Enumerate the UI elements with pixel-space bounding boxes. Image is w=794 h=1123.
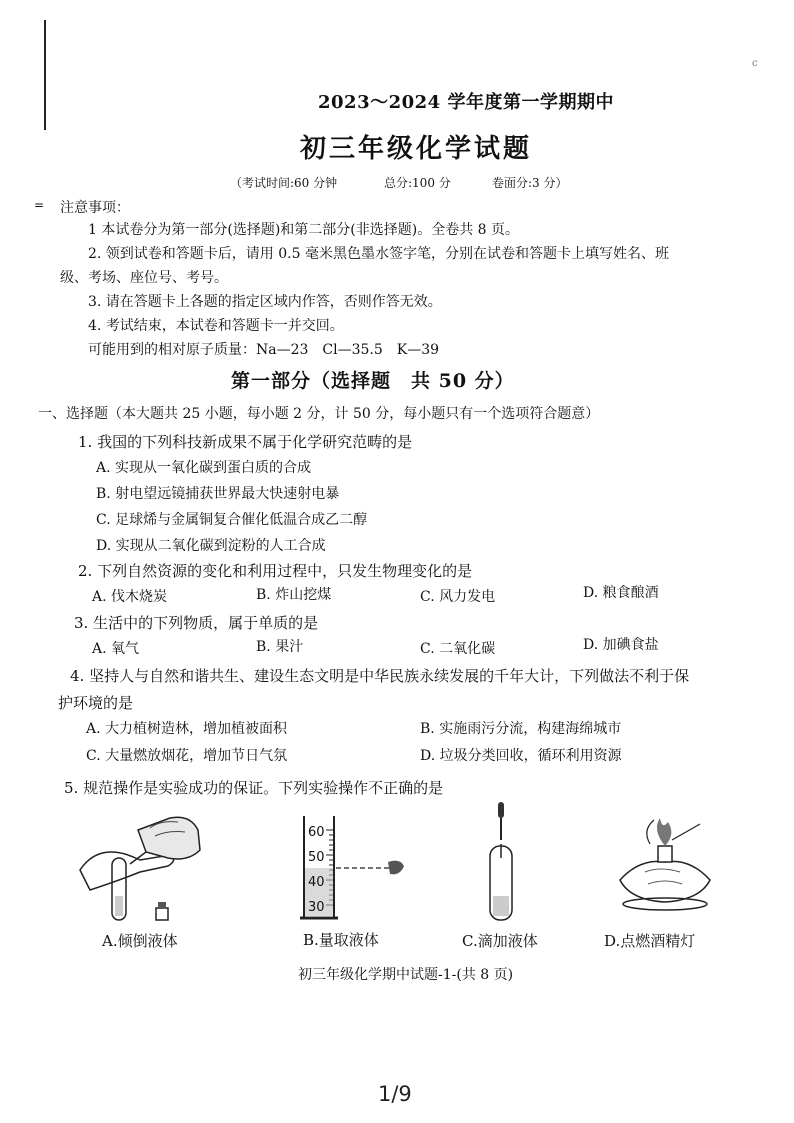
exam-year: 2023～2024 学年度第一学期期中 [318,92,614,113]
note-item: 1 本试卷分为第一部分(选择题)和第二部分(非选择题)。全卷共 8 页。 [88,222,520,238]
question-4-stem-continued: 护环境的是 [58,694,134,712]
note-item: 2. 领到试卷和答题卡后，请用 0.5 毫米黑色墨水签字笔，分别在试卷和答题卡上填写姓名、班 [88,246,669,262]
question-5-caption-a: A.倾倒液体 [102,932,178,950]
question-1-option-a: A. 实现从一氧化碳到蛋白质的合成 [96,460,312,476]
notes-label: 注意事项： [60,200,130,216]
question-4-stem: 4. 坚持人与自然和谐共生、建设生态文明是中华民族永续发展的千年大计，下列做法不利于保 [70,667,690,685]
pouring-liquid-illustration [80,817,200,920]
margin-binding-line [44,20,46,130]
exam-title: 初三年级化学试题 [300,134,533,164]
question-2-option-b: B. 炸山挖煤 [256,587,332,603]
measuring-cylinder-illustration [300,816,404,918]
cylinder-mark-50: 50 [308,850,325,865]
neatness-score: 卷面分:3 分） [492,176,568,190]
section-title: 第一部分（选择题 共 50 分） [231,370,515,392]
question-1-option-b: B. 射电望远镜捕获世界最大快速射电暴 [96,486,340,502]
exam-time: （考试时间:60 分钟 [230,176,338,190]
question-4-option-d: D. 垃圾分类回收，循环利用资源 [420,748,622,764]
dropper-illustration [490,802,512,920]
total-score: 总分:100 分 [384,176,451,190]
cylinder-mark-30: 30 [308,900,325,915]
question-5-stem: 5. 规范操作是实验成功的保证。下列实验操作不正确的是 [64,779,444,797]
corner-mark: c [752,58,758,69]
note-item: 级、考场、座位号、考号。 [60,270,228,286]
cylinder-mark-60: 60 [308,825,325,840]
note-item: 3. 请在答题卡上各题的指定区域内作答，否则作答无效。 [88,294,442,310]
question-2-stem: 2. 下列自然资源的变化和利用过程中，只发生物理变化的是 [78,562,473,580]
question-1-stem: 1. 我国的下列科技新成果不属于化学研究范畴的是 [78,433,413,451]
question-5-caption-d: D.点燃酒精灯 [604,932,696,950]
question-2-option-c: C. 风力发电 [420,589,496,605]
page-footer: 初三年级化学期中试题-1-(共 8 页) [298,967,514,983]
atomic-mass-line: 可能用到的相对原子质量：Na—23 Cl—35.5 K—39 [88,342,440,358]
question-1-option-c: C. 足球烯与金属铜复合催化低温合成乙二醇 [96,512,368,528]
question-3-option-c: C. 二氧化碳 [420,641,496,657]
alcohol-lamp-illustration [620,818,710,910]
question-5-caption-c: C.滴加液体 [462,932,538,950]
question-2-option-a: A. 伐木烧炭 [92,589,168,605]
question-1-option-d: D. 实现从二氧化碳到淀粉的人工合成 [96,538,326,554]
question-3-stem: 3. 生活中的下列物质，属于单质的是 [74,614,319,632]
question-5-caption-b: B.量取液体 [303,931,379,949]
question-5-diagrams [60,800,760,930]
question-3-option-a: A. 氧气 [92,641,140,657]
question-4-option-a: A. 大力植树造林，增加植被面积 [86,721,288,737]
question-3-option-b: B. 果汁 [256,639,304,655]
page-indicator: 1/9 [378,1082,412,1106]
question-3-option-d: D. 加碘食盐 [583,637,659,653]
question-2-option-d: D. 粮食酿酒 [583,585,659,601]
question-4-option-b: B. 实施雨污分流，构建海绵城市 [420,721,622,737]
section-instruction: 一、选择题（本大题共 25 小题，每小题 2 分，计 50 分，每小题只有一个选项符合题意） [38,406,600,422]
question-4-option-c: C. 大量燃放烟花，增加节日气氛 [86,748,288,764]
note-item: 4. 考试结束，本试卷和答题卡一并交回。 [88,318,344,334]
cylinder-mark-40: 40 [308,875,325,890]
notes-marker: = [34,198,45,212]
